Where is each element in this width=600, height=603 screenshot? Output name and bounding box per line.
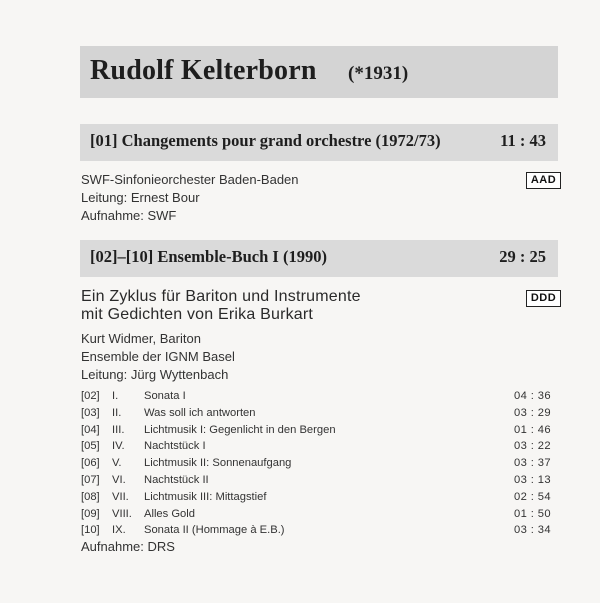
track-title: Nachtstück II [144, 473, 209, 486]
track-title: Lichtmusik I: Gegenlicht in den Bergen [144, 423, 336, 436]
track-duration: 04 : 36 [513, 390, 551, 402]
track-row [81, 407, 551, 424]
track-title: Sonata II (Hommage à E.B.) [144, 524, 285, 537]
track-row [81, 508, 551, 525]
track-number: [03] [81, 406, 100, 419]
track-row [81, 424, 551, 441]
work-subtitle: mit Gedichten von Erika Burkart [81, 306, 314, 323]
composer-dates: (*1931) [348, 63, 409, 84]
track-row [81, 474, 551, 491]
track-number: [04] [81, 423, 100, 436]
track-number: [02] [81, 390, 100, 402]
track-row [81, 390, 551, 407]
ensemble-line: Ensemble der IGNM Basel [81, 349, 235, 364]
track-number: [07] [81, 473, 100, 486]
composer-header [80, 46, 558, 98]
recording-code-badge: DDD [526, 290, 561, 307]
track-duration: 03 : 13 [513, 473, 551, 486]
work-duration: 29 : 25 [499, 247, 546, 266]
track-number: [10] [81, 524, 100, 537]
track-title: Lichtmusik II: Sonnenaufgang [144, 457, 292, 470]
track-duration: 03 : 34 [513, 524, 551, 537]
track-title: Sonata I [144, 390, 186, 402]
work-duration: 11 : 43 [500, 131, 546, 150]
track-number: [05] [81, 440, 100, 453]
work-title: [02]–[10] Ensemble-Buch I (1990) [90, 247, 327, 266]
movement-numeral: III. [112, 423, 125, 436]
track-number: [08] [81, 490, 100, 503]
composer-name: Rudolf Kelterborn [90, 55, 317, 86]
conductor-line: Leitung: Jürg Wyttenbach [81, 367, 229, 382]
orchestra-line: SWF-Sinfonieorchester Baden-Baden [81, 172, 299, 187]
soloist-line: Kurt Widmer, Bariton [81, 331, 201, 346]
track-title: Was soll ich antworten [144, 406, 256, 419]
track-title: Lichtmusik III: Mittagstief [144, 490, 267, 503]
track-number: [06] [81, 457, 100, 470]
movement-numeral: II. [112, 406, 122, 419]
track-duration: 03 : 22 [513, 440, 551, 453]
conductor-line: Leitung: Ernest Bour [81, 190, 200, 205]
movement-numeral: IV. [112, 440, 125, 453]
recording-code-badge: AAD [526, 172, 561, 189]
work-header [80, 124, 558, 161]
recording-line: Aufnahme: DRS [81, 539, 175, 554]
recording-line: Aufnahme: SWF [81, 208, 177, 223]
work-header [80, 240, 558, 277]
track-title: Alles Gold [144, 507, 195, 520]
work-subtitle: Ein Zyklus für Bariton und Instrumente [81, 288, 361, 305]
movement-numeral: IX. [112, 524, 126, 537]
movement-numeral: I. [112, 390, 119, 402]
track-duration: 01 : 50 [513, 507, 551, 520]
movement-numeral: VIII. [112, 507, 132, 520]
movement-numeral: VII. [112, 490, 129, 503]
track-duration: 02 : 54 [513, 490, 551, 503]
track-row [81, 491, 551, 508]
track-title: Nachtstück I [144, 440, 206, 453]
track-number: [09] [81, 507, 100, 520]
track-duration: 03 : 29 [513, 406, 551, 419]
track-row [81, 457, 551, 474]
track-list [81, 390, 551, 541]
track-duration: 03 : 37 [513, 457, 551, 470]
track-duration: 01 : 46 [513, 423, 551, 436]
track-row [81, 440, 551, 457]
movement-numeral: VI. [112, 473, 126, 486]
movement-numeral: V. [112, 457, 122, 470]
work-title: [01] Changements pour grand orchestre (1972/73) [90, 131, 441, 150]
